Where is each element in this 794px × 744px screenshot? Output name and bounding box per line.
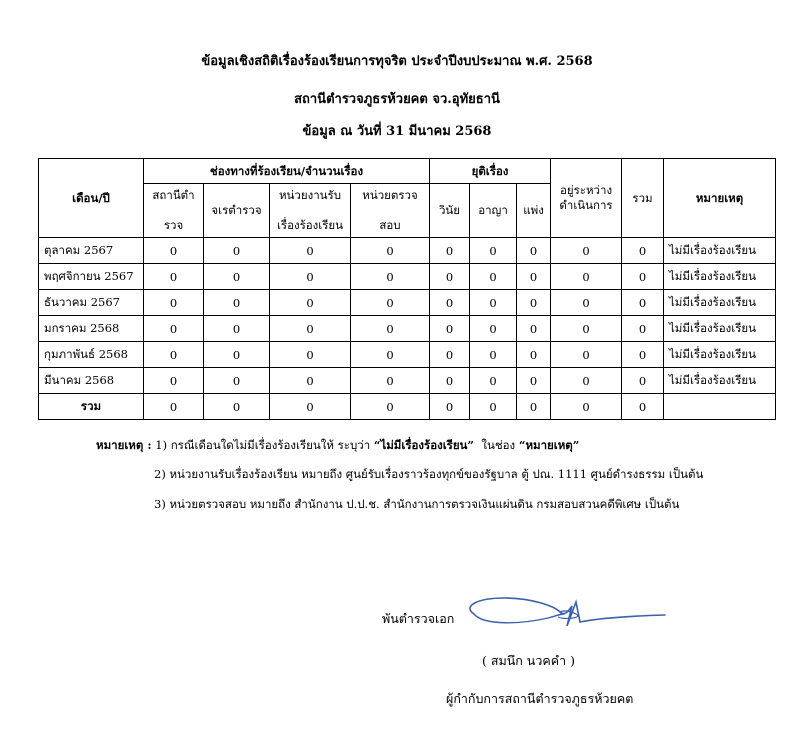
station-cell: 0 xyxy=(144,368,204,394)
month-cell: ตุลาคม 2567 xyxy=(39,238,144,264)
month-cell: พฤศจิกายน 2567 xyxy=(39,264,144,290)
criminal-cell: 0 xyxy=(470,290,517,316)
progress-cell: 0 xyxy=(551,238,622,264)
civil-cell: 0 xyxy=(517,368,551,394)
receiving-cell: 0 xyxy=(270,238,351,264)
table-row xyxy=(39,368,776,394)
month-cell: รวม xyxy=(39,394,144,420)
receiving-cell: 0 xyxy=(270,264,351,290)
remark-cell: ไม่มีเรื่องร้องเรียน xyxy=(664,238,776,264)
civil-cell: 0 xyxy=(517,238,551,264)
total-cell: 0 xyxy=(622,368,664,394)
header-station: สถานีตำ รวจ xyxy=(144,184,204,238)
civil-cell: 0 xyxy=(517,264,551,290)
discipline-cell: 0 xyxy=(430,368,470,394)
progress-cell: 0 xyxy=(551,290,622,316)
inspector-cell: 0 xyxy=(204,316,270,342)
month-cell: ธันวาคม 2567 xyxy=(39,290,144,316)
table-row xyxy=(39,238,776,264)
discipline-cell: 0 xyxy=(430,316,470,342)
header-in-progress: อยู่ระหว่าง ดำเนินการ xyxy=(551,159,622,238)
note-2: 2) หน่วยงานรับเรื่องร้องเรียน หมายถึง ศูนย์รับเรื่องราวร้องทุกข์ของรัฐบาล ตู้ ปณ. 1111 ศูนย์ดำรงธรรม เป็นต้น xyxy=(154,467,704,481)
table-row xyxy=(39,264,776,290)
receiving-cell: 0 xyxy=(270,290,351,316)
criminal-cell: 0 xyxy=(470,264,517,290)
total-cell: 0 xyxy=(622,238,664,264)
criminal-cell: 0 xyxy=(470,394,517,420)
header-civil: แพ่ง xyxy=(517,184,551,238)
month-cell: มกราคม 2568 xyxy=(39,316,144,342)
signer-rank: พันตำรวจเอก xyxy=(382,611,455,626)
total-cell: 0 xyxy=(622,290,664,316)
header-criminal: อาญา xyxy=(470,184,517,238)
criminal-cell: 0 xyxy=(470,342,517,368)
station-cell: 0 xyxy=(144,316,204,342)
progress-cell: 0 xyxy=(551,394,622,420)
header-total: รวม xyxy=(622,159,664,238)
inspector-cell: 0 xyxy=(204,238,270,264)
inspector-cell: 0 xyxy=(204,368,270,394)
table-body xyxy=(39,238,776,420)
progress-cell: 0 xyxy=(551,316,622,342)
progress-cell: 0 xyxy=(551,342,622,368)
signer-position: ผู้กำกับการสถานีตำรวจภูธรห้วยคต xyxy=(446,691,634,706)
header-month: เดือน/ปี xyxy=(39,159,144,238)
date-title: ข้อมูล ณ วันที่ 31 มีนาคม 2568 xyxy=(302,124,492,139)
header-police-inspector: จเรตำรวจ xyxy=(204,184,270,238)
inspection-cell: 0 xyxy=(351,342,430,368)
header-receiving-unit: หน่วยงานรับ เรื่องร้องเรียน xyxy=(270,184,351,238)
station-cell: 0 xyxy=(144,238,204,264)
inspection-cell: 0 xyxy=(351,394,430,420)
inspection-cell: 0 xyxy=(351,238,430,264)
remark-cell: ไม่มีเรื่องร้องเรียน xyxy=(664,290,776,316)
doc-title: ข้อมูลเชิงสถิติเรื่องร้องเรียนการทุจริต ประจำปีงบประมาณ พ.ศ. 2568 xyxy=(201,54,593,69)
civil-cell: 0 xyxy=(517,394,551,420)
civil-cell: 0 xyxy=(517,290,551,316)
total-cell: 0 xyxy=(622,394,664,420)
progress-cell: 0 xyxy=(551,264,622,290)
remark-cell: ไม่มีเรื่องร้องเรียน xyxy=(664,316,776,342)
discipline-cell: 0 xyxy=(430,238,470,264)
total-cell: 0 xyxy=(622,342,664,368)
inspection-cell: 0 xyxy=(351,368,430,394)
table-row xyxy=(39,316,776,342)
receiving-cell: 0 xyxy=(270,342,351,368)
inspection-cell: 0 xyxy=(351,290,430,316)
remark-cell xyxy=(664,394,776,420)
receiving-cell: 0 xyxy=(270,316,351,342)
remark-cell: ไม่มีเรื่องร้องเรียน xyxy=(664,342,776,368)
station-cell: 0 xyxy=(144,264,204,290)
header-discipline: วินัย xyxy=(430,184,470,238)
header-remark: หมายเหตุ xyxy=(664,159,776,238)
inspector-cell: 0 xyxy=(204,264,270,290)
total-cell: 0 xyxy=(622,316,664,342)
table-row xyxy=(39,290,776,316)
station-cell: 0 xyxy=(144,290,204,316)
civil-cell: 0 xyxy=(517,342,551,368)
progress-cell: 0 xyxy=(551,368,622,394)
inspection-cell: 0 xyxy=(351,264,430,290)
table-row xyxy=(39,342,776,368)
station-cell: 0 xyxy=(144,342,204,368)
month-cell: กุมภาพันธ์ 2568 xyxy=(39,342,144,368)
header-channel-group: ช่องทางที่ร้องเรียน/จำนวนเรื่อง xyxy=(144,159,430,184)
receiving-cell: 0 xyxy=(270,394,351,420)
criminal-cell: 0 xyxy=(470,368,517,394)
receiving-cell: 0 xyxy=(270,368,351,394)
note-3: 3) หน่วยตรวจสอบ หมายถึง สำนักงาน ป.ป.ช. สำนักงานการตรวจเงินแผ่นดิน กรมสอบสวนคดีพิเศษ เป็นต้น xyxy=(154,497,680,511)
complaint-stats-table xyxy=(38,158,776,420)
handwritten-signature-icon xyxy=(460,590,670,640)
discipline-cell: 0 xyxy=(430,394,470,420)
discipline-cell: 0 xyxy=(430,264,470,290)
civil-cell: 0 xyxy=(517,316,551,342)
criminal-cell: 0 xyxy=(470,316,517,342)
criminal-cell: 0 xyxy=(470,238,517,264)
signer-name: ( สมนึก นวคคำ ) xyxy=(482,653,575,668)
header-inspection-unit: หน่วยตรวจ สอบ xyxy=(351,184,430,238)
station-title: สถานีตำรวจภูธรห้วยคต จว.อุทัยธานี xyxy=(294,92,500,107)
month-cell: มีนาคม 2568 xyxy=(39,368,144,394)
inspector-cell: 0 xyxy=(204,394,270,420)
header-resolved-group: ยุติเรื่อง xyxy=(430,159,551,184)
remark-cell: ไม่มีเรื่องร้องเรียน xyxy=(664,264,776,290)
station-cell: 0 xyxy=(144,394,204,420)
inspector-cell: 0 xyxy=(204,342,270,368)
inspector-cell: 0 xyxy=(204,290,270,316)
remark-cell: ไม่มีเรื่องร้องเรียน xyxy=(664,368,776,394)
total-row xyxy=(39,394,776,420)
discipline-cell: 0 xyxy=(430,342,470,368)
note-1: หมายเหตุ : 1) กรณีเดือนใดไม่มีเรื่องร้องเรียนให้ ระบุว่า “ไม่มีเรื่องร้องเรียน” ในช่อง “หมายเหตุ” xyxy=(96,438,580,452)
total-cell: 0 xyxy=(622,264,664,290)
discipline-cell: 0 xyxy=(430,290,470,316)
inspection-cell: 0 xyxy=(351,316,430,342)
